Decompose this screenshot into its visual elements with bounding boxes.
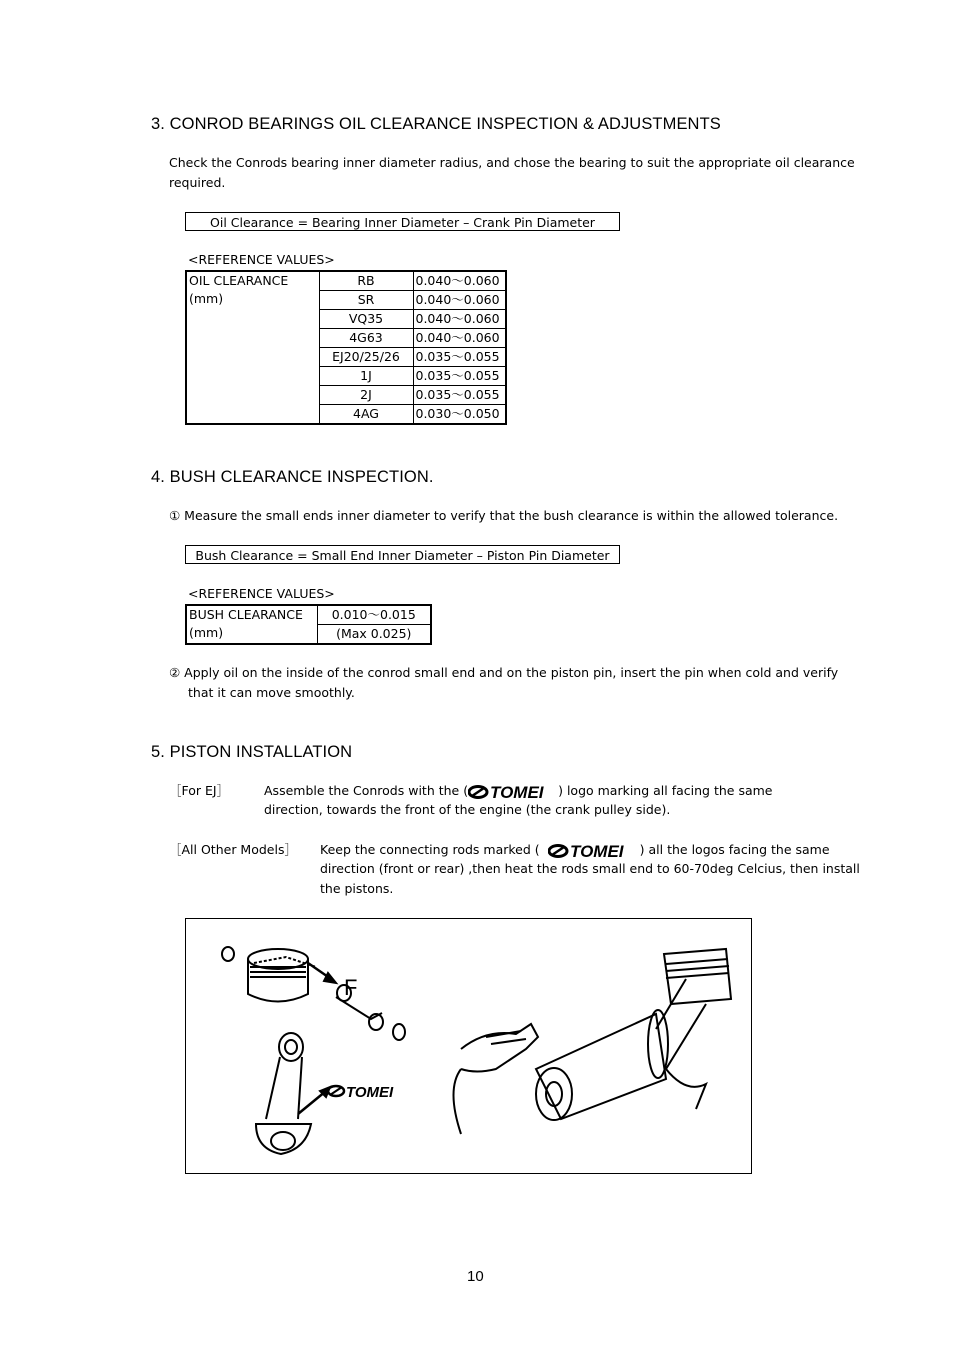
section-4-reference-label: <REFERENCE VALUES> [188, 586, 335, 601]
engine-cell: SR [319, 291, 413, 310]
bush-clearance-max: (Max 0.025) [317, 625, 431, 645]
value-cell: 0.035～0.055 [413, 348, 506, 367]
all-other-line1 [320, 840, 830, 860]
value-cell: 0.040～0.060 [413, 310, 506, 329]
section-3-paragraph-line1: Check the Conrods bearing inner diameter radius, and chose the bearing to suit the appropriate oil clearance [169, 155, 855, 170]
tomei-logo-icon [468, 783, 554, 801]
engine-cell: 4G63 [319, 329, 413, 348]
all-other-models-label: ［All Other Models］ [169, 842, 297, 857]
section-4-step-2-line2: that it can move smoothly. [188, 685, 355, 700]
bush-clearance-formula: Bush Clearance = Small End Inner Diameter – Piston Pin Diameter [185, 545, 620, 564]
all-other-line2: direction (front or rear) ,then heat the rods small end to 60-70deg Celcius, then install [320, 861, 860, 876]
bush-clearance-unit: (mm) [189, 625, 224, 640]
all-other-line3: the pistons. [320, 881, 394, 896]
piston-conrod-illustration [186, 919, 750, 1172]
bush-clearance-value: 0.010～0.015 [317, 605, 431, 625]
figure-tomei-logo-icon [328, 1084, 394, 1101]
logo-text: TOMEI [569, 841, 624, 860]
heating-conrod-drawing [454, 949, 732, 1134]
logo-text: TOMEI [490, 782, 544, 801]
for-ej-line1-end: ) logo marking all facing the same [558, 783, 773, 798]
bush-clearance-label-cell [186, 605, 317, 644]
section-5-title: 5. PISTON INSTALLATION [151, 743, 353, 761]
for-ej-line2: direction, towards the front of the engine (the crank pulley side). [264, 802, 671, 817]
section-4-title: 4. BUSH CLEARANCE INSPECTION. [151, 468, 434, 486]
table-row [186, 271, 506, 291]
section-4-step-1: ① Measure the small ends inner diameter to verify that the bush clearance is within the allowed tolerance. [169, 508, 839, 523]
section-3-reference-label: <REFERENCE VALUES> [188, 252, 335, 267]
all-other-line1-end: ) all the logos facing the same [639, 842, 830, 857]
value-cell: 0.040～0.060 [413, 271, 506, 291]
section-3-paragraph-line2: required. [169, 175, 226, 190]
tomei-logo-icon [548, 842, 634, 860]
value-cell: 0.040～0.060 [413, 329, 506, 348]
all-other-line1-start: Keep the connecting rods marked ( [320, 842, 540, 857]
value-cell: 0.040～0.060 [413, 291, 506, 310]
engine-cell: EJ20/25/26 [319, 348, 413, 367]
piston-installation-figure [185, 918, 752, 1174]
oil-clearance-label-cell [186, 271, 319, 424]
table-row [186, 605, 431, 625]
oil-clearance-table [185, 270, 507, 425]
for-ej-line1-start: Assemble the Conrods with the ( [264, 783, 469, 798]
piston-assembly-drawing [222, 947, 405, 1154]
value-cell: 0.035～0.055 [413, 386, 506, 405]
engine-cell: VQ35 [319, 310, 413, 329]
page-number: 10 [467, 1268, 484, 1285]
bush-clearance-label: BUSH CLEARANCE [189, 607, 303, 622]
section-3-title: 3. CONROD BEARINGS OIL CLEARANCE INSPECTION & ADJUSTMENTS [151, 115, 721, 133]
bush-clearance-table [185, 604, 432, 645]
for-ej-line1 [264, 781, 772, 801]
figure-logo-text: TOMEI [346, 1084, 394, 1101]
for-ej-label: ［For EJ］ [169, 783, 230, 798]
engine-cell: RB [319, 271, 413, 291]
value-cell: 0.030～0.050 [413, 405, 506, 425]
engine-cell: 1J [319, 367, 413, 386]
section-4-step-2-line1: ② Apply oil on the inside of the conrod small end and on the piston pin, insert the pin when cold and verify [169, 665, 839, 680]
value-cell: 0.035～0.055 [413, 367, 506, 386]
oil-clearance-formula: Oil Clearance = Bearing Inner Diameter – Crank Pin Diameter [185, 212, 620, 231]
engine-cell: 2J [319, 386, 413, 405]
oil-clearance-label: OIL CLEARANCE [189, 273, 289, 288]
front-arrow-label: F [344, 975, 358, 1000]
oil-clearance-unit: (mm) [189, 291, 224, 306]
engine-cell: 4AG [319, 405, 413, 425]
